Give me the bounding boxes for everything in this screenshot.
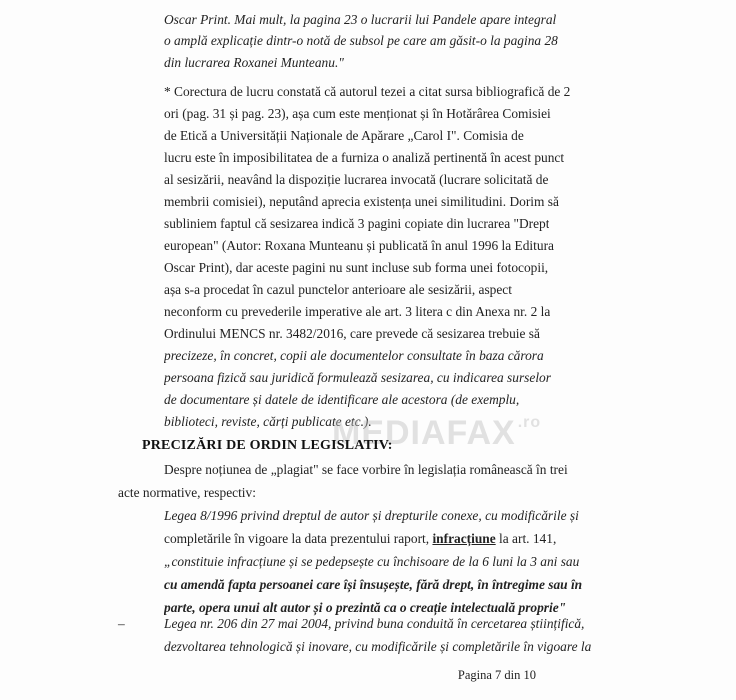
infractiune-term: infracțiune (432, 531, 496, 546)
text-line: biblioteci, reviste, cărți publicate etc.). (164, 414, 372, 429)
section-heading: PRECIZĂRI DE ORDIN LEGISLATIV: (142, 438, 393, 453)
text-line: de documentare și datele de identificare ale acestora (de exemplu, (164, 392, 520, 407)
text-line: al sesizării, neavând la dispoziție lucrarea invocată (lucrare solicitată de (164, 172, 549, 187)
text-line: „constituie infracțiune și se pedepsește cu închisoare de la 6 luni la 3 ani sau (164, 554, 580, 569)
text-line: dezvoltarea tehnologică și inovare, cu modificările și completările în vigoare la (164, 639, 592, 654)
text-line: * Corectura de lucru constată că autorul tezei a citat sursa bibliografică de 2 (164, 84, 571, 99)
text-line: ori (pag. 31 și pag. 23), așa cum este menționat și în Hotărârea Comisiei (164, 106, 551, 121)
text-line: membrii comisiei), neputând aprecia existența unei similitudini. Dorim să (164, 194, 559, 209)
text-line: Oscar Print), dar aceste pagini nu sunt incluse sub forma unei fotocopii, (164, 260, 549, 275)
text-line: din lucrarea Roxanei Munteanu." (164, 55, 344, 70)
text-line: de Etică a Universității Naționale de Apărare „Carol I". Comisia de (164, 128, 524, 143)
text-line: lucru este în imposibilitatea de a furniza o analiză pertinentă în acest punct (164, 150, 565, 165)
text-line: așa s-a procedat în cazul punctelor anterioare ale sesizării, aspect (164, 282, 512, 297)
text-line: o amplă explicație dintr-o notă de subsol pe care am găsit-o la pagina 28 (164, 33, 558, 48)
text-line: cu amendă fapta persoanei care își însușește, fără drept, în întregime sau în (164, 577, 583, 592)
text-line: persoana fizică sau juridică formulează sesizarea, cu indicarea surselor (164, 370, 551, 385)
text-line: acte normative, respectiv: (118, 485, 256, 500)
text-line: Legea nr. 206 din 27 mai 2004, privind buna conduită în cercetarea științifică, (164, 616, 585, 631)
text-line: precizeze, în concret, copii ale documentelor consultate în baza cărora (164, 348, 544, 363)
text-line: Despre noțiunea de „plagiat" se face vorbire în legislația românească în trei (164, 462, 568, 477)
text-line: completările în vigoare la data prezentului raport, infracțiune la art. 141, (164, 531, 557, 546)
bullet-marker: – (118, 616, 125, 631)
text-line: Ordinului MENCS nr. 3482/2016, care prevede că sesizarea trebuie să (164, 326, 540, 341)
text-line: neconform cu prevederile imperative ale art. 3 litera c din Anexa nr. 2 la (164, 304, 551, 319)
text-line: subliniem faptul că sesizarea indică 3 pagini copiate din lucrarea "Drept (164, 216, 550, 231)
text-line: Legea 8/1996 privind dreptul de autor și drepturile conexe, cu modificările și (164, 508, 579, 523)
text-line: european" (Autor: Roxana Munteanu și publicată în anul 1996 la Editura (164, 238, 554, 253)
text-line: Oscar Print. Mai mult, la pagina 23 o lucrarii lui Pandele apare integral (164, 12, 557, 27)
text-line: parte, opera unui alt autor și o prezintă ca o creație intelectuală proprie" (164, 600, 567, 615)
page-number: Pagina 7 din 10 (457, 668, 536, 682)
mediafax-watermark: MEDIAFAX $^{.ro}$ (332, 414, 542, 452)
